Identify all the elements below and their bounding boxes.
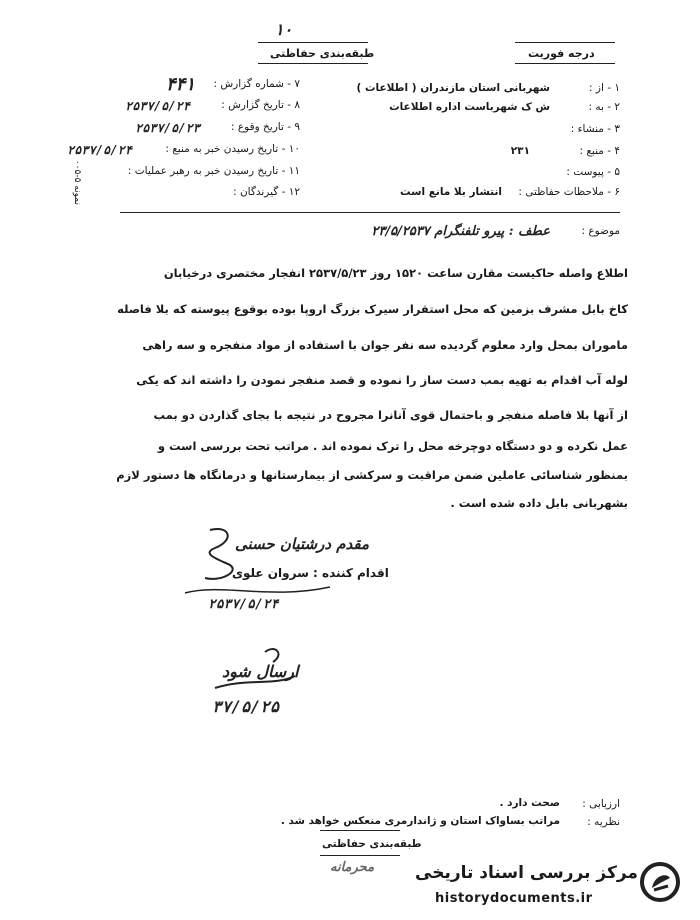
signature-first: مقدم درشتیان حسنی	[235, 535, 370, 553]
signature-second-date: ۳۷/۵/۲۵	[212, 697, 280, 716]
field-from-label: ۱ - از :	[589, 82, 620, 94]
field-attachment-label: ۵ - پیوست :	[566, 166, 620, 178]
signature-second: ارسال شود	[222, 662, 299, 681]
body-line-2: کاخ بابل مشرف بزمین که محل استقرار سیرک بزرگ اروپا بوده بوقوع پیوسته که بلا فاصله	[117, 302, 628, 316]
watermark-url: historydocuments.ir	[435, 891, 593, 906]
field-leader-received-date-label: ۱۱ - تاریخ رسیدن خبر به رهبر عملیات :	[127, 165, 300, 177]
classification-title: طبقه‌بندی حفاظتی	[270, 47, 375, 60]
form-code: نمونه ۵-۰۰۵	[72, 159, 82, 205]
classification-title-rule	[258, 42, 368, 43]
field-report-number-label: ۷ - شماره گزارش :	[213, 78, 300, 90]
assessment-label: ارزیابی :	[582, 798, 620, 810]
body-line-5: از آنها بلا فاصله منفجر و باحتمال قوی آنانرا مجروح در نتیجه با بجای گذاردن دو بمب	[153, 408, 628, 422]
field-source-label: ۴ - منبع :	[579, 145, 620, 157]
opinion-label: نظریه :	[587, 816, 620, 828]
field-security-notes-value: انتشار بلا مانع است	[400, 186, 502, 198]
signature-scribble-second	[195, 640, 305, 700]
field-recipients-label: ۱۲ - گیرندگان :	[233, 186, 300, 198]
top-handwritten-mark: ۱۰	[275, 20, 293, 39]
field-source-value: ۲۳۱	[510, 145, 530, 157]
urgency-underline	[515, 63, 615, 64]
subject-label: موضوع :	[581, 225, 620, 237]
field-occurrence-date-label: ۹ - تاریخ وقوع :	[231, 121, 300, 133]
field-from-value: شهربانی استان مازندران ( اطلاعات )	[356, 82, 550, 94]
body-line-4: لوله آب اقدام به تهیه بمب دست ساز را نموده و قصد منفجر نمودن را داشته اند که یکی	[136, 373, 628, 387]
body-line-8: بشهربانی بابل داده شده است .	[450, 496, 628, 510]
reference-note: عطف : پیرو تلفنگرام ۲۳/۵/۲۵۳۷	[371, 224, 550, 239]
field-occurrence-date-value: ۲۵۳۷/۵/۲۳	[134, 121, 200, 135]
field-origin-label: ۳ - منشاء :	[570, 123, 620, 135]
classification-underline	[258, 63, 368, 64]
field-report-number-value: ۴۴۱	[165, 74, 195, 95]
field-report-date-label: ۸ - تاریخ گزارش :	[221, 99, 300, 111]
body-line-3: ماموران بمحل وارد معلوم گردیده سه نفر جوان با استفاده از مواد منفجره و سه راهی	[142, 338, 628, 352]
archive-logo-icon	[640, 862, 680, 902]
assessment-value: صحت دارد .	[499, 797, 560, 809]
field-report-date-value: ۲۵۳۷/۵/۲۴	[124, 99, 190, 113]
signature-first-date: ۲۵۳۷/۵/۲۴	[208, 597, 279, 612]
body-line-7: بمنظور شناسائی عاملین ضمن مراقبت و سرکشی از بیمارستانها و درمانگاه ها دستور لازم	[116, 468, 628, 482]
opinion-value: مراتب بساواک استان و ژاندارمری منعکس خواهد شد .	[280, 815, 560, 827]
urgency-title-rule	[515, 42, 615, 43]
footer-handwriting: محرمانه	[330, 860, 375, 875]
field-news-received-date-label: ۱۰ - تاریخ رسیدن خبر به منبع :	[165, 143, 300, 155]
action-officer-line: اقدام کننده : سروان علوی	[232, 566, 389, 580]
classification-footer: طبقه‌بندی حفاظتی	[322, 838, 422, 850]
field-to-label: ۲ - به :	[588, 101, 620, 113]
body-line-6: عمل نکرده و دو دستگاه دوچرخه محل را ترک نموده اند . مراتب تحت بررسی است و	[157, 439, 628, 453]
field-security-notes-label: ۶ - ملاحظات حفاظتی :	[518, 186, 620, 198]
footer-rule-bottom	[320, 855, 400, 856]
field-to-value: ش ک شهرباست اداره اطلاعات	[389, 101, 550, 113]
body-line-1: اطلاع واصله حاکیست مقارن ساعت ۱۵۲۰ روز ۲۵۳۷/۵/۲۳ انفجار مختصری درخیابان	[163, 266, 628, 280]
footer-rule-top	[320, 830, 400, 831]
section-divider	[120, 212, 620, 213]
urgency-title: درجه فوریت	[528, 47, 595, 60]
watermark-title: مرکز بررسی اسناد تاریخی	[415, 863, 638, 883]
field-news-received-date-value: ۲۵۳۷/۵/۲۴	[66, 143, 132, 157]
